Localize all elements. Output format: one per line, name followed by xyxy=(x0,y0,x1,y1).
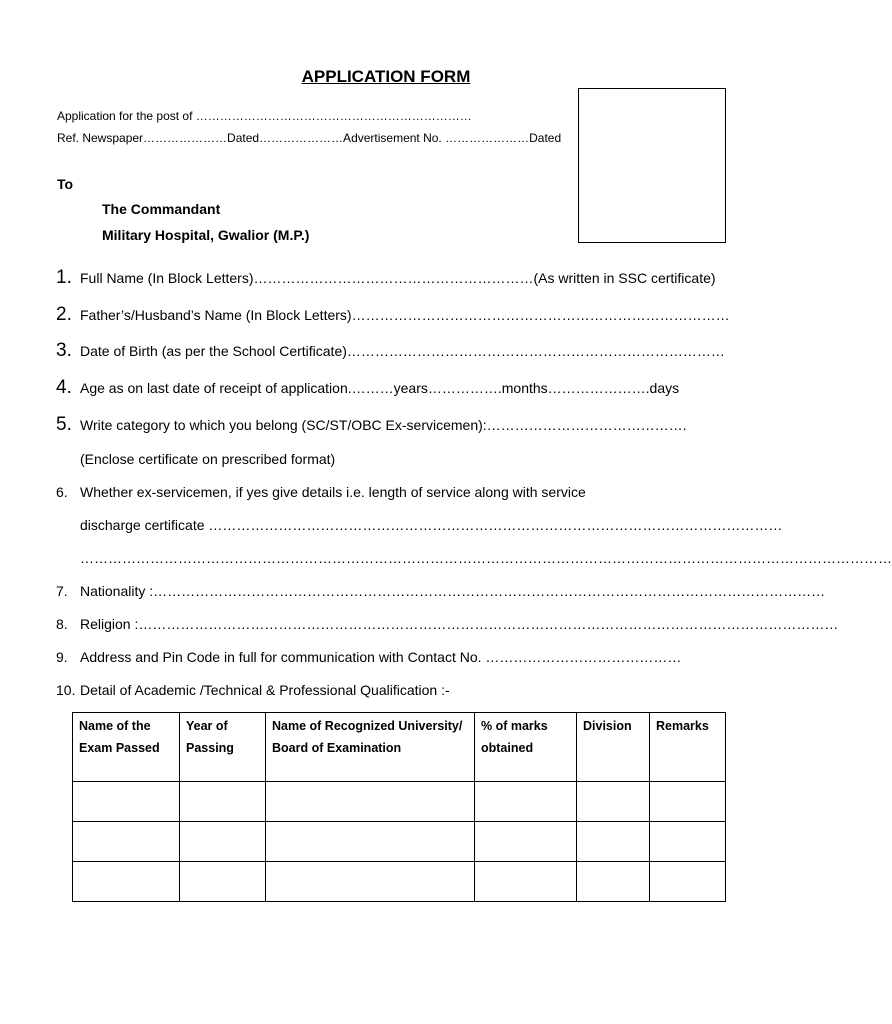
table-cell[interactable] xyxy=(73,782,180,822)
ref-line: Ref. Newspaper…………………Dated…………………Advertisement No. …………………Dated xyxy=(57,131,562,145)
table-cell[interactable] xyxy=(180,822,266,862)
addressee: The Commandant xyxy=(102,201,221,217)
table-cell[interactable] xyxy=(73,822,180,862)
item-number: 2. xyxy=(56,304,72,325)
photo-box xyxy=(578,88,726,243)
item-text: Full Name (In Block Letters)……………………………………………………(As written in SSC certificate) xyxy=(80,270,716,286)
item-text: Detail of Academic /Technical & Professional Qualification :- xyxy=(80,682,450,698)
column-header: Name of the Exam Passed xyxy=(73,713,180,782)
table-cell[interactable] xyxy=(577,822,650,862)
item-text: (Enclose certificate on prescribed format) xyxy=(80,451,336,467)
table-cell[interactable] xyxy=(650,822,726,862)
table-cell[interactable] xyxy=(180,782,266,822)
post-line: Application for the post of …………………………………………………………… xyxy=(57,109,472,123)
item-text: Age as on last date of receipt of application.………years…………….months………………….days xyxy=(80,380,680,396)
item-text: Address and Pin Code in full for communication with Contact No. …………………………………… xyxy=(80,649,682,665)
table-row xyxy=(73,822,726,862)
item-number: 1. xyxy=(56,267,72,288)
table-cell[interactable] xyxy=(475,862,577,902)
column-header: % of marks obtained xyxy=(475,713,577,782)
item-number: 4. xyxy=(56,377,72,398)
table-cell[interactable] xyxy=(266,862,475,902)
item-number: 5. xyxy=(56,414,72,435)
table-cell[interactable] xyxy=(266,822,475,862)
table-header-row xyxy=(73,713,726,782)
table-row xyxy=(73,862,726,902)
item-text: ………………………………………………………………………………………………………………………………………………………… xyxy=(80,550,892,566)
table-cell[interactable] xyxy=(73,862,180,902)
item-number: 3. xyxy=(56,340,72,361)
item-text: Date of Birth (as per the School Certificate)……………………………………………………………………… xyxy=(80,343,725,359)
column-header: Remarks xyxy=(650,713,726,782)
column-header: Name of Recognized University/ Board of Examination xyxy=(266,713,475,782)
table-cell[interactable] xyxy=(577,782,650,822)
item-number: 7. xyxy=(56,583,68,599)
column-header: Year of Passing xyxy=(180,713,266,782)
column-header: Division xyxy=(577,713,650,782)
form-title: APPLICATION FORM xyxy=(301,67,471,86)
item-number: 9. xyxy=(56,649,68,665)
item-text: Whether ex-servicemen, if yes give details i.e. length of service along with service xyxy=(80,484,586,500)
table-cell[interactable] xyxy=(475,822,577,862)
item-text: Nationality :……………………………………………………………………………………………………………………………… xyxy=(80,583,826,599)
table-cell[interactable] xyxy=(266,782,475,822)
table-cell[interactable] xyxy=(650,862,726,902)
item-text: Father’s/Husband’s Name (In Block Letters)……………………………………………………………………… xyxy=(80,307,730,323)
table-cell[interactable] xyxy=(577,862,650,902)
table-cell[interactable] xyxy=(475,782,577,822)
item-number: 8. xyxy=(56,616,68,632)
table-cell[interactable] xyxy=(650,782,726,822)
item-text: Religion :…………………………………………………………………………………………………………………………………… xyxy=(80,616,839,632)
qualification-table xyxy=(72,712,726,902)
item-text: discharge certificate …………………………………………………………………………………………………………… xyxy=(80,517,783,533)
table-row xyxy=(73,782,726,822)
address: Military Hospital, Gwalior (M.P.) xyxy=(102,227,310,243)
item-number: 6. xyxy=(56,484,68,500)
to-label: To xyxy=(57,176,74,192)
item-number: 10. xyxy=(56,682,76,698)
table-cell[interactable] xyxy=(180,862,266,902)
item-text: Write category to which you belong (SC/ST/OBC Ex-servicemen):……………………………………. xyxy=(80,417,687,433)
